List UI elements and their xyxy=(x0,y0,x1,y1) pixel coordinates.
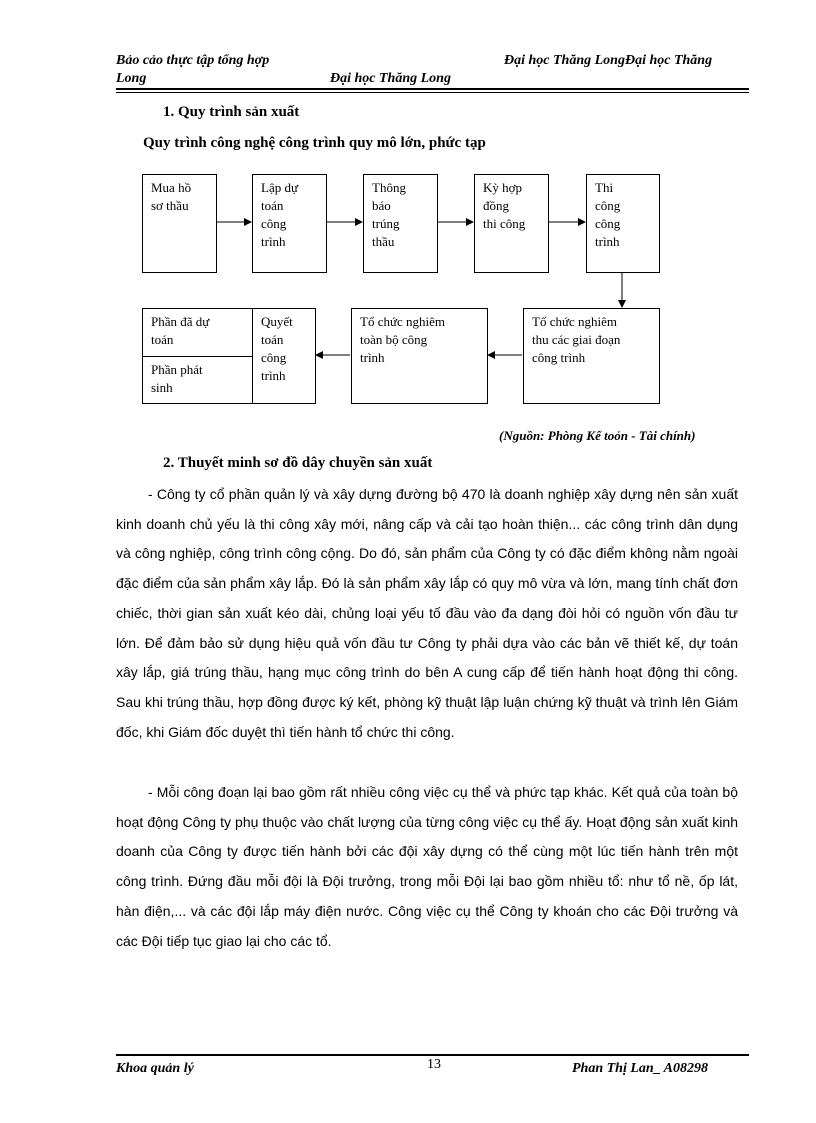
header-title: Bảo cảo thực tập tổng hợp xyxy=(116,53,270,68)
header-university-repeat: Đại học Thăng Long xyxy=(330,71,451,86)
step-full-acceptance: Tổ chức nghiêm toàn bộ công trình xyxy=(351,308,488,404)
source-note: (Nguồn: Phòng Kế toỏn - Tài chính) xyxy=(499,428,696,443)
section1-heading: 1. Quy trình sản xuất xyxy=(163,104,300,120)
header-continuation: Long xyxy=(116,71,147,86)
step-bid-award-notice: Thông báo trúng thầu xyxy=(363,174,438,273)
header-university: Đại học Thăng LongĐại học Thăng xyxy=(504,53,713,68)
section1-subheading: Quy trình công nghệ công trình quy mô lớn, phức tạp xyxy=(143,135,486,151)
footer-department: Khoa quản lý xyxy=(116,1061,194,1076)
part-estimated: Phần đã dự toán xyxy=(142,308,253,357)
step-sign-contract: Kỳ hợp đồng thi công xyxy=(474,174,549,273)
step-buy-bid-documents: Mua hồ sơ thầu xyxy=(142,174,217,273)
step-settlement: Quyết toán công trình xyxy=(252,308,316,404)
step-prepare-estimate: Lập dự toán công trình xyxy=(252,174,327,273)
footer-rule xyxy=(116,1054,749,1056)
page-number: 13 xyxy=(427,1057,441,1072)
step-construction: Thi công công trình xyxy=(586,174,660,273)
flowchart xyxy=(0,0,816,440)
footer-author: Phan Thị Lan_ A08298 xyxy=(572,1061,709,1076)
part-incurred: Phần phát sinh xyxy=(142,356,253,404)
section2-heading: 2. Thuyết minh sơ đồ dây chuyền sản xuất xyxy=(163,455,433,471)
paragraph-2: - Mỗi công đoạn lại bao gồm rất nhiều công việc cụ thể và phức tạp khác. Kết quả của toàn bộ hoạt động Công ty phụ thuộc vào chất lượng của từng công việc cụ thể ấy. Hoạt động sản xuất kinh doanh của Công ty được tiến hành bởi các đội xây dựng có thể cùng một lúc tiến hành trên một công trình. Đứng đầu mỗi đội là Đội trưởng, trong mỗi Đội lại bao gồm nhiều tổ: như tổ nề, ốp lát, hàn điện,... và các đội lắp máy điện nước. Công việc cụ thể Công ty khoán cho các Đội trưởng và các Đội tiếp tục giao lại cho các tổ. xyxy=(116,784,738,949)
step-stage-acceptance: Tổ chức nghiêm thu các giai đoạn công trình xyxy=(523,308,660,404)
paragraph-1: - Công ty cổ phần quản lý và xây dựng đường bộ 470 là doanh nghiệp xây dựng nên sản xuất kinh doanh chủ yếu là thi công xây mới, nâng cấp và cải tạo hoàn thiện... các công trình dân dụng và công nghiệp, công trình công cộng. Do đó, sản phẩm của Công ty có đặc điểm không nằm ngoài đặc điểm của sản phẩm xây lắp. Đó là sản phẩm xây lắp có quy mô vừa và lớn, mang tính chất đơn chiếc, thời gian sản xuất kéo dài, chủng loại yếu tố đầu vào đa dạng đòi hỏi có nguồn vốn đầu tư lớn. Để đảm bảo sử dụng hiệu quả vốn đầu tư Công ty phải dựa vào các bản vẽ thiết kế, dự toán xây lắp, giá trúng thầu, hạng mục công trình do bên A cung cấp để tiến hành hoạt động thi công. Sau khi trúng thầu, hợp đồng được ký kết, phòng kỹ thuật lập luận chứng kỹ thuật và trình lên Giám đốc, khi Giám đốc duyệt thì tiến hành tổ chức thi công. xyxy=(116,486,738,740)
